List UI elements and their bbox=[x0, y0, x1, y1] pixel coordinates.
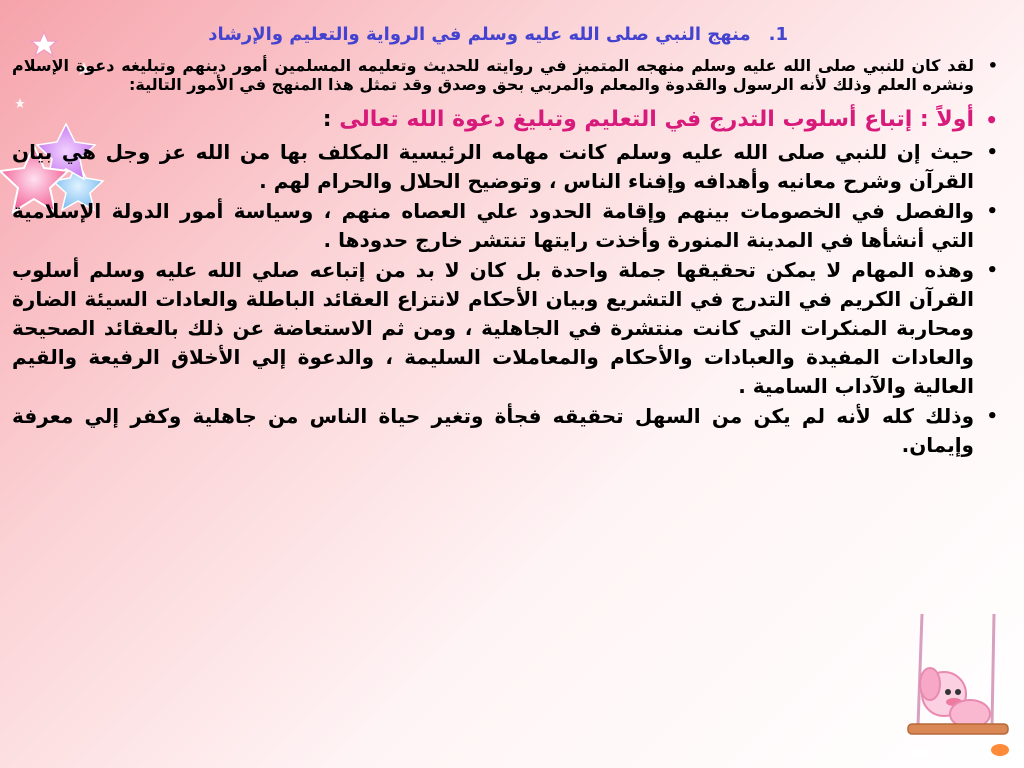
list-item bbox=[12, 197, 1002, 255]
section-heading-colon: : bbox=[322, 107, 332, 132]
section-heading-text: أولاً : إتباع أسلوب التدرج في التعليم وتبليغ دعوة الله تعالى bbox=[339, 107, 974, 132]
section-heading bbox=[12, 106, 1002, 134]
list-item bbox=[12, 138, 1002, 196]
bullet-icon: • bbox=[985, 108, 998, 132]
swing-cartoon-icon bbox=[896, 614, 1020, 764]
bullet-icon: • bbox=[986, 406, 998, 427]
list-item-text: حيث إن للنبي صلى الله عليه وسلم كانت مهامه الرئيسية المكلف بها من الله عز وجل هي بيان القرآن وشرح معانيه وأهدافه وإفناء الناس ، وتوضيح الحلال والحرام لهم . bbox=[12, 140, 974, 193]
list-item-text: وهذه المهام لا يمكن تحقيقها جملة واحدة بل كان لا بد من إتباعه صلي الله عليه وسلم أسلوب القرآن الكريم في التدرج في التشريع وبيان الأحكام لانتزاع العقائد الباطلة والعادات السيئة الضارة ومحاربة المنكرات التي كانت منتشرة في الجاهلية ، ومن ثم الاستعاضة عن ذلك بالعقائد الصحيحة والعادات المفيدة والعبادات والأحكام والمعاملات السليمة ، والدعوة إلي الأخلاق الرفيعة والقيم العالية والآداب السامية . bbox=[12, 258, 974, 398]
intro-text: لقد كان للنبي صلى الله عليه وسلم منهجه المتميز في روايته للحديث وتعليمه المسلمين أمور دينهم وتبليغه دعوة الإسلام ونشره العلم وذلك لأنه الرسول والقدوة والمعلم والمربي بحق وصدق وقد تمثل هذا المنهج في الأمور التالية: bbox=[12, 56, 974, 94]
list-item-text: وذلك كله لأنه لم يكن من السهل تحقيقه فجأة وتغير حياة الناس من جاهلية وكفر إلي معرفة وإيمان. bbox=[12, 404, 974, 457]
bullet-icon: • bbox=[986, 142, 998, 163]
bullet-icon: • bbox=[987, 56, 998, 75]
title-number: 1. bbox=[768, 24, 788, 45]
slide-content bbox=[12, 56, 1002, 461]
list-item-text: والفصل في الخصومات بينهم وإقامة الحدود علي العصاه منهم ، وسياسة أمور الدولة الإسلامية التي أنشأها في المدينة المنورة وأخذت رايتها تنتشر خارج حدودها . bbox=[12, 199, 974, 252]
slide-title bbox=[208, 24, 788, 45]
list-item bbox=[12, 256, 1002, 401]
intro-paragraph bbox=[12, 56, 1002, 94]
bullet-icon: • bbox=[986, 260, 998, 281]
bullet-icon: • bbox=[986, 201, 998, 222]
title-text: منهج النبي صلى الله عليه وسلم في الرواية والتعليم والإرشاد bbox=[208, 24, 751, 45]
list-item bbox=[12, 402, 1002, 460]
